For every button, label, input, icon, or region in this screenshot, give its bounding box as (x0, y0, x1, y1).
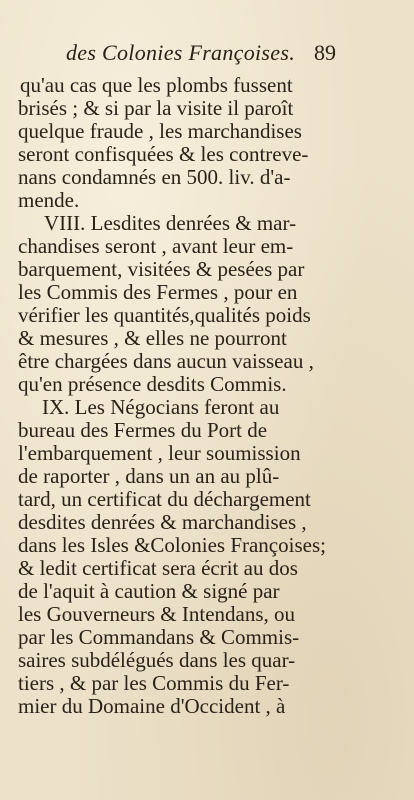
text-line: desdites denrées & marchandises , (18, 510, 307, 534)
text-line: vérifier les quantités,qualités poids (18, 303, 311, 327)
text-line: mende. (18, 188, 80, 212)
text-line: par les Commandans & Commis- (18, 625, 300, 649)
text-line: nans condamnés en 500. liv. d'a- (18, 165, 291, 189)
page-number: 89 (314, 40, 336, 65)
text-line: bureau des Fermes du Port de (18, 418, 268, 442)
text-line: IX. Les Négocians feront au (42, 395, 280, 419)
text-line: VIII. Lesdites denrées & mar- (44, 211, 297, 235)
text-line: les Gouverneurs & Intendans, ou (18, 602, 296, 626)
text-line: tiers , & par les Commis du Fer- (18, 671, 290, 695)
text-line: qu'en présence desdits Commis. (18, 372, 287, 396)
text-line: seront confisquées & les contreve- (18, 142, 309, 166)
text-line: saires subdélégués dans les quar- (18, 648, 296, 672)
text-line: & mesures , & elles ne pourront (18, 326, 287, 350)
text-line: & ledit certificat sera écrit au dos (18, 556, 298, 580)
text-line: qu'au cas que les plombs fussent (20, 73, 293, 97)
text-line: de raporter , dans un an au plû- (18, 464, 280, 488)
text-line: l'embarquement , leur soumission (18, 441, 301, 465)
running-head (0, 40, 414, 68)
text-line: chandises seront , avant leur em- (18, 234, 294, 258)
text-line: tard, un certificat du déchargement (18, 487, 311, 511)
text-line: de l'aquit à caution & signé par (18, 579, 280, 603)
text-line: être chargées dans aucun vaisseau , (18, 349, 314, 373)
text-line: barquement, visitées & pesées par (18, 257, 305, 281)
text-line: dans les Isles &Colonies Françoises; (18, 533, 326, 557)
text-line: brisés ; & si par la visite il paroît (18, 96, 294, 120)
text-line: les Commis des Fermes , pour en (18, 280, 298, 304)
text-line: quelque fraude , les marchandises (18, 119, 302, 143)
running-title: des Colonies Françoises. (66, 40, 296, 65)
text-line: mier du Domaine d'Occident , à (18, 694, 286, 718)
